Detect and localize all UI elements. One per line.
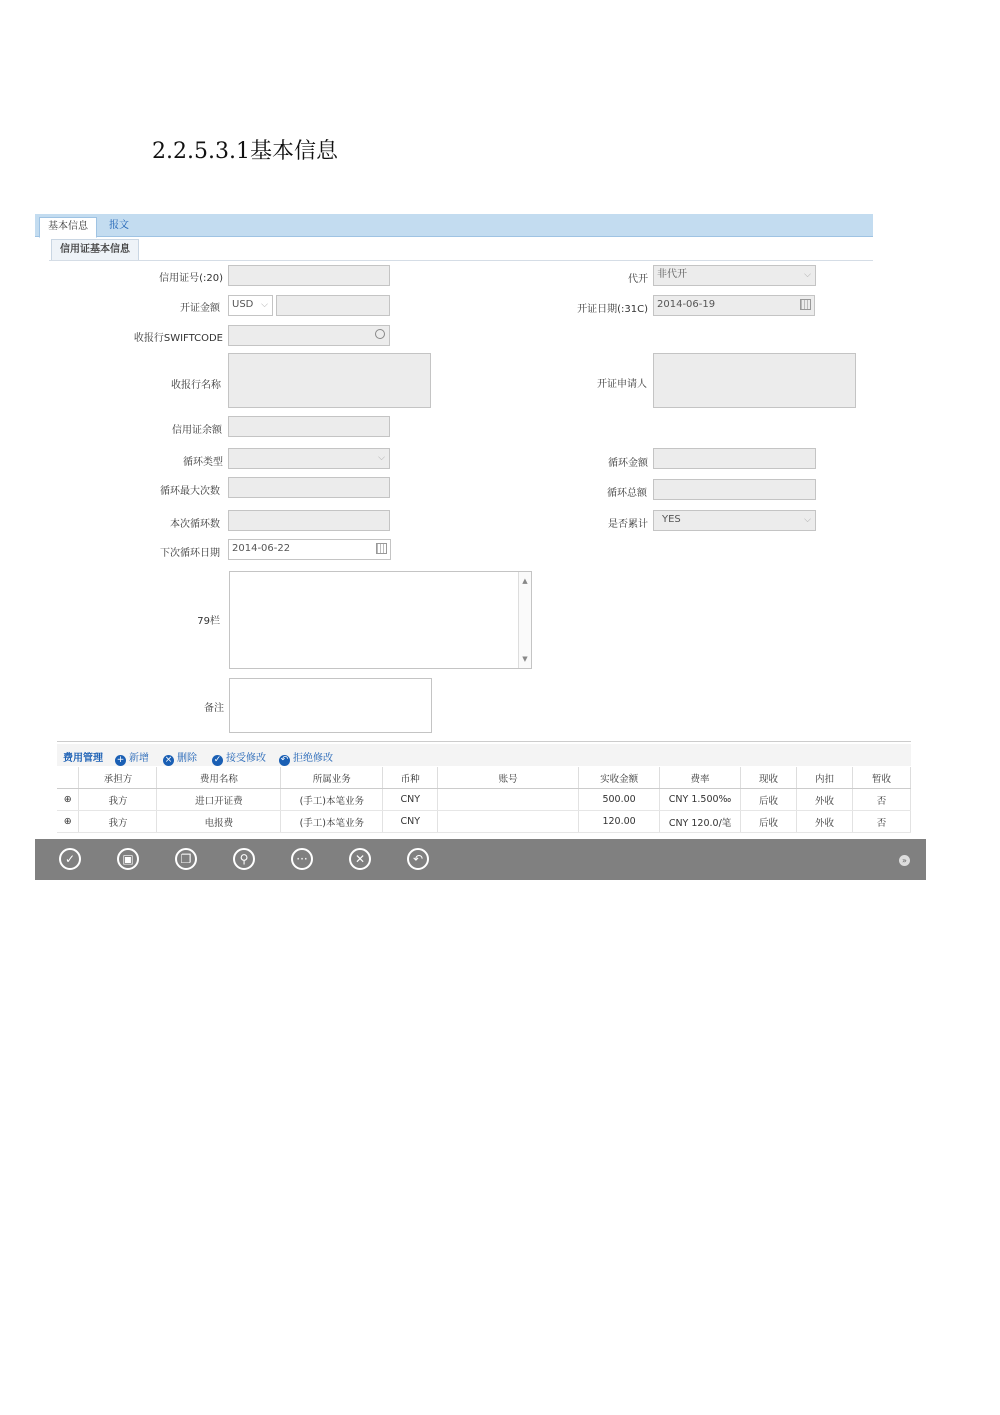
rev-now-input[interactable]: [228, 510, 390, 531]
next-date-input[interactable]: [228, 539, 391, 560]
divider: [57, 741, 911, 742]
subtab-lc-basic-info[interactable]: 信用证基本信息: [51, 239, 139, 260]
table-cell: 120.00: [579, 811, 660, 833]
rev-type-select[interactable]: [228, 448, 390, 469]
table-row[interactable]: [57, 811, 911, 833]
swift-input[interactable]: [228, 325, 390, 346]
applicant-input[interactable]: [653, 353, 856, 408]
swift-label: 收报行SWIFTCODE: [133, 333, 223, 344]
expand-column-header: [57, 767, 79, 789]
accept-change-button[interactable]: [212, 749, 266, 766]
amount-input[interactable]: [276, 295, 390, 316]
remark-label: 备注: [204, 703, 224, 714]
section-heading: 2.2.5.3.1基本信息: [152, 139, 338, 164]
expand-icon[interactable]: ⊕: [57, 789, 79, 811]
accept-button-label: 接受修改: [226, 753, 266, 764]
search-icon[interactable]: [375, 329, 385, 339]
expand-icon[interactable]: »: [899, 855, 910, 866]
table-cell: [438, 811, 579, 833]
tab-message[interactable]: 报文: [109, 220, 129, 231]
rev-amount-label: 循环金额: [608, 458, 648, 469]
table-row[interactable]: [57, 789, 911, 811]
table-cell: 否: [852, 789, 910, 811]
divider: [49, 260, 873, 261]
close-icon[interactable]: ✕: [349, 848, 371, 870]
column-header[interactable]: 费率: [660, 767, 741, 789]
table-cell: CNY: [383, 811, 438, 833]
agent-label: 代开: [628, 274, 648, 285]
add-button[interactable]: [115, 749, 149, 766]
rev-max-label: 循环最大次数: [160, 486, 220, 497]
table-cell: 我方: [79, 789, 157, 811]
lc-no-input[interactable]: [228, 265, 390, 286]
rev-total-label: 循环总额: [607, 488, 647, 499]
issue-date-value: 2014-06-19: [657, 299, 716, 310]
table-cell: CNY 120.0/笔: [660, 811, 741, 833]
reject-change-button[interactable]: [279, 749, 333, 766]
f79-label: 79栏: [197, 616, 220, 627]
table-cell: CNY 1.500‰: [660, 789, 741, 811]
check-icon: ✓: [213, 755, 222, 765]
delete-button-label: 删除: [177, 753, 197, 764]
recv-bank-input[interactable]: [228, 353, 431, 408]
table-cell: 500.00: [579, 789, 660, 811]
fee-title: 费用管理: [63, 753, 103, 764]
balance-label: 信用证余额: [172, 425, 222, 436]
rev-total-input[interactable]: [653, 479, 816, 500]
plus-icon: +: [116, 755, 125, 765]
column-header[interactable]: 承担方: [79, 767, 157, 789]
table-header-row: [57, 767, 911, 789]
copy-icon[interactable]: ❐: [175, 848, 197, 870]
issue-date-input[interactable]: [653, 295, 815, 316]
table-cell: 我方: [79, 811, 157, 833]
table-cell: [438, 789, 579, 811]
chevron-down-icon: ⌵: [804, 270, 811, 280]
table-cell: 进口开证费: [157, 789, 281, 811]
table-cell: 后收: [741, 789, 797, 811]
agent-value: 非代开: [657, 269, 687, 280]
currency-value: USD: [232, 299, 254, 310]
expand-icon[interactable]: ⊕: [57, 811, 79, 833]
fee-toolbar: [57, 744, 911, 766]
cumulative-label: 是否累计: [608, 519, 648, 530]
scroll-up-icon[interactable]: ▲: [522, 577, 528, 585]
table-cell: (手工)本笔业务: [281, 811, 383, 833]
add-button-label: 新增: [129, 753, 149, 764]
chevron-down-icon: ⌵: [804, 515, 811, 525]
rev-now-label: 本次循环数: [170, 519, 220, 530]
table-cell: 外收: [796, 811, 852, 833]
table-cell: 后收: [741, 811, 797, 833]
rev-max-input[interactable]: [228, 477, 390, 498]
close-icon: ×: [164, 755, 173, 765]
currency-select[interactable]: [228, 295, 273, 316]
save-icon[interactable]: ▣: [117, 848, 139, 870]
undo-icon: ↶: [280, 755, 289, 765]
agent-select[interactable]: [653, 265, 816, 286]
amount-label: 开证金额: [180, 303, 220, 314]
calendar-icon[interactable]: [800, 299, 811, 310]
search-icon[interactable]: ⚲: [233, 848, 255, 870]
column-header[interactable]: 账号: [438, 767, 579, 789]
tab-bar: [35, 214, 873, 237]
lc-no-label: 信用证号(:20): [159, 273, 223, 284]
issue-date-label: 开证日期(:31C): [577, 304, 648, 315]
column-header[interactable]: 现收: [741, 767, 797, 789]
reject-button-label: 拒绝修改: [293, 753, 333, 764]
column-header[interactable]: 暂收: [852, 767, 910, 789]
table-cell: (手工)本笔业务: [281, 789, 383, 811]
column-header[interactable]: 实收金额: [579, 767, 660, 789]
action-toolbar: [35, 839, 926, 880]
undo-icon[interactable]: ↶: [407, 848, 429, 870]
column-header[interactable]: 所属业务: [281, 767, 383, 789]
table-cell: CNY: [383, 789, 438, 811]
check-icon[interactable]: ✓: [59, 848, 81, 870]
table-cell: 否: [852, 811, 910, 833]
fee-table: [57, 767, 911, 833]
recv-bank-label: 收报行名称: [171, 380, 221, 391]
delete-button[interactable]: [163, 749, 197, 766]
table-cell: 电报费: [157, 811, 281, 833]
balance-input[interactable]: [228, 416, 390, 437]
scrollbar[interactable]: [518, 572, 531, 668]
rev-amount-input[interactable]: [653, 448, 816, 469]
f79-textarea[interactable]: [229, 571, 532, 669]
cumulative-select[interactable]: [653, 510, 816, 531]
chevron-down-icon: ⌵: [261, 300, 268, 310]
more-icon[interactable]: ···: [291, 848, 313, 870]
tab-basic-info[interactable]: 基本信息: [39, 217, 97, 238]
cumulative-value: YES: [662, 514, 681, 525]
column-header[interactable]: 内扣: [796, 767, 852, 789]
next-date-label: 下次循环日期: [160, 548, 220, 559]
chevron-down-icon: ⌵: [378, 453, 385, 463]
rev-type-label: 循环类型: [183, 457, 223, 468]
calendar-icon[interactable]: [376, 543, 387, 554]
remark-textarea[interactable]: [229, 678, 432, 733]
applicant-label: 开证申请人: [597, 379, 647, 390]
app-screenshot: [35, 214, 926, 882]
next-date-value: 2014-06-22: [232, 543, 291, 554]
column-header[interactable]: 费用名称: [157, 767, 281, 789]
scroll-down-icon[interactable]: ▼: [522, 655, 528, 663]
column-header[interactable]: 币种: [383, 767, 438, 789]
table-cell: 外收: [796, 789, 852, 811]
